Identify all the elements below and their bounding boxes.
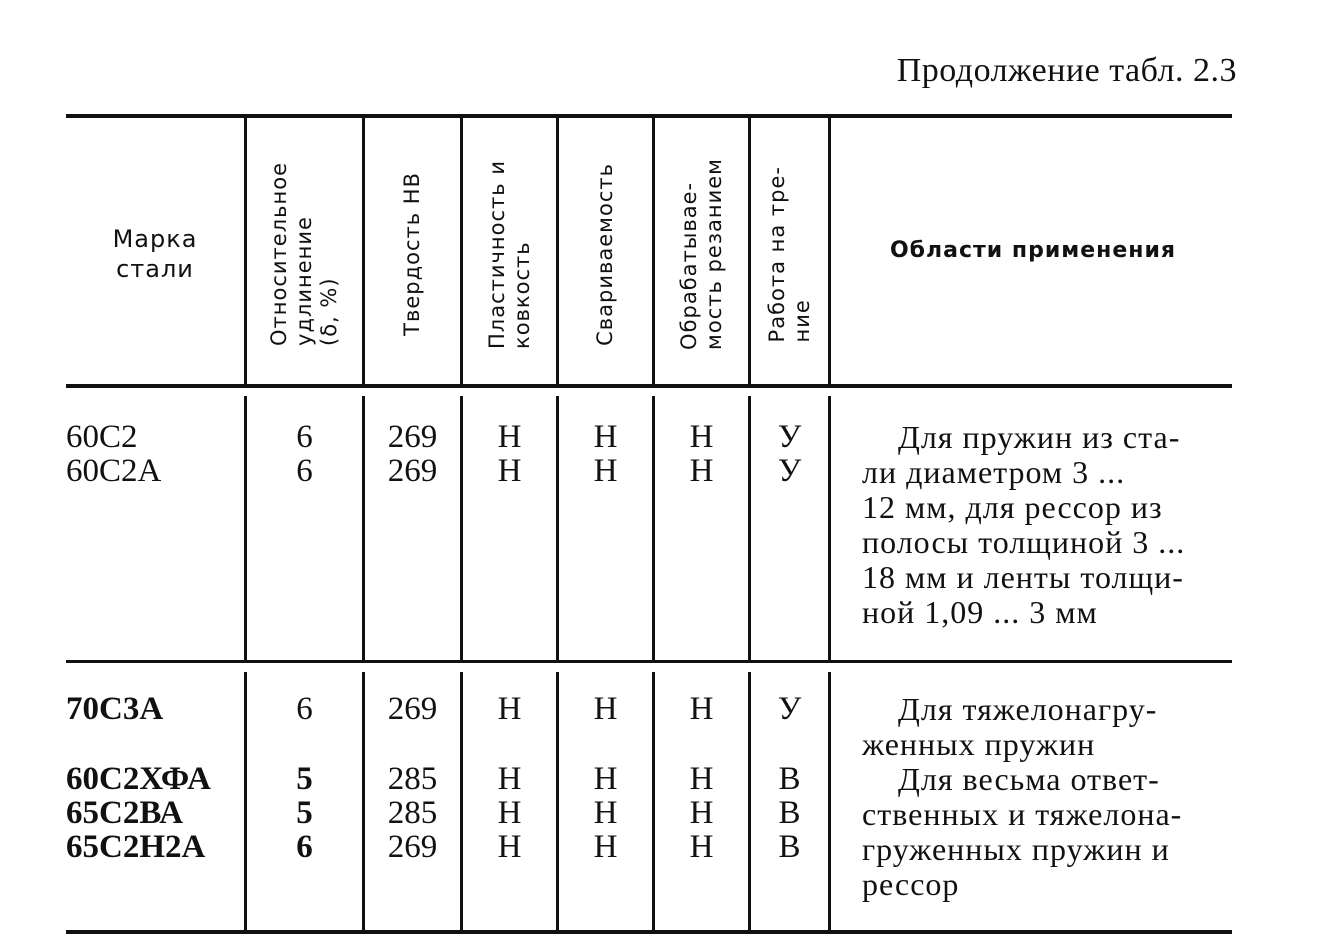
hardness-column-group2 [365,762,460,864]
table-cell-machinability: Н [689,453,714,489]
table-top-rule [66,114,1232,118]
table-cell-plasticity: Н [497,691,522,727]
plasticity-column-group1 [463,420,556,488]
table-cell-friction: У [777,419,802,455]
application-line: 12 мм, для рессор из [862,489,1163,525]
application-line: женных пружин [862,726,1096,762]
table-bottom-rule [66,930,1232,934]
header-steel-grade-line: стали [116,255,194,283]
table-cell-weldability: Н [593,761,618,797]
table-cell-grade: 65С2ВА [66,795,184,831]
header-plasticity [463,128,556,380]
table-cell-elongation: 6 [296,691,313,727]
table-cell-hardness: 269 [387,419,438,455]
header-hardness [365,128,460,380]
table-cell-weldability: Н [593,419,618,455]
table-cell-weldability: Н [593,453,618,489]
table-cell-friction: В [778,829,801,865]
header-plasticity-line: ковкость [509,240,534,349]
application-line: полосы толщиной 3 ... [862,524,1186,560]
header-weldability-line: Свариваемость [593,162,617,346]
header-elongation-line: (δ, %) [317,277,341,346]
machinability-column-group1 [655,420,748,488]
table-cell-hardness: 285 [387,795,438,831]
header-plasticity-line: Пластичность и [484,159,509,349]
table-cell-plasticity: Н [497,761,522,797]
table-cell-machinability: Н [689,761,714,797]
group-divider-rule [66,660,1232,663]
application-line: ной 1,09 ... 3 мм [862,594,1098,630]
header-friction [751,128,828,380]
grade-column-group1 [66,420,242,488]
table-cell-plasticity: Н [497,453,522,489]
table-cell-machinability: Н [689,691,714,727]
application-text-group2b [862,762,1234,902]
application-line: Для тяжелонагру- [898,691,1158,727]
table-cell-hardness: 285 [387,761,438,797]
table-cell-elongation: 6 [296,419,313,455]
elongation-column-group1 [247,420,362,488]
table-cell-weldability: Н [593,829,618,865]
table-cell-plasticity: Н [497,795,522,831]
table-cell-elongation: 5 [296,795,313,831]
header-weldability [559,128,652,380]
application-line: груженных пружин и [862,831,1170,867]
table-cell-friction: У [777,691,802,727]
friction-column-group1 [751,420,828,488]
friction-column-group2 [751,762,828,864]
application-line: ственных и тяжелона- [862,796,1183,832]
table-cell-grade: 60С2 [66,419,138,455]
table-cell-hardness: 269 [387,691,438,727]
table-cell-friction: В [778,761,801,797]
machinability-column-group2 [655,762,748,864]
grade-column-group2 [66,762,242,864]
header-friction-line: Работа на тре- [764,165,789,343]
application-line: Для пружин из ста- [898,419,1181,455]
header-application: Области применения [889,238,1177,263]
table-cell-machinability: Н [689,829,714,865]
column-divider [828,672,831,930]
application-line: 18 мм и ленты толщи- [862,559,1184,595]
plasticity-column-group2 [463,762,556,864]
table-cell-weldability: Н [593,795,618,831]
table-cell-hardness: 269 [387,453,438,489]
header-steel-grade-line: Марка [112,225,198,253]
hardness-column-group1 [365,420,460,488]
table-cell-grade: 60С2ХФА [66,761,211,797]
table-cell-machinability: Н [689,795,714,831]
application-text-group2a [862,692,1234,762]
column-divider [828,396,831,660]
table-cell-hardness: 269 [387,829,438,865]
application-line: Для весьма ответ- [898,761,1160,797]
table-cell-machinability: Н [689,419,714,455]
table-cell-elongation: 5 [296,761,313,797]
application-line: ли диаметром 3 ... [862,454,1126,490]
table-cell-plasticity: Н [497,419,522,455]
table-caption: Продолжение табл. 2.3 [896,52,1237,89]
application-line: рессор [862,866,960,902]
header-elongation-line: Относительное [267,162,291,346]
header-hardness-line: Твердость НВ [400,172,424,336]
table-cell-plasticity: Н [497,829,522,865]
header-elongation [247,128,362,380]
table-cell-friction: В [778,795,801,831]
header-steel-grade [70,224,240,284]
weldability-column-group1 [559,420,652,488]
table-cell-elongation: 6 [296,829,313,865]
header-bottom-rule [66,384,1232,388]
table-cell-grade: 60С2А [66,453,162,489]
elongation-column-group2 [247,762,362,864]
header-friction-line: ние [789,298,814,343]
column-divider [828,118,831,384]
application-text-group1 [862,420,1234,630]
table-cell-elongation: 6 [296,453,313,489]
table-cell-friction: У [777,453,802,489]
table-cell-weldability: Н [593,691,618,727]
header-elongation-line: удлинение [292,216,316,346]
table-cell-grade: 65С2Н2А [66,829,206,865]
header-machinability-line: мость резанием [701,158,726,350]
grade-cell: 70С3А [66,691,164,727]
header-machinability-line: Обрабатывае- [676,181,701,350]
header-machinability [655,128,748,380]
weldability-column-group2 [559,762,652,864]
